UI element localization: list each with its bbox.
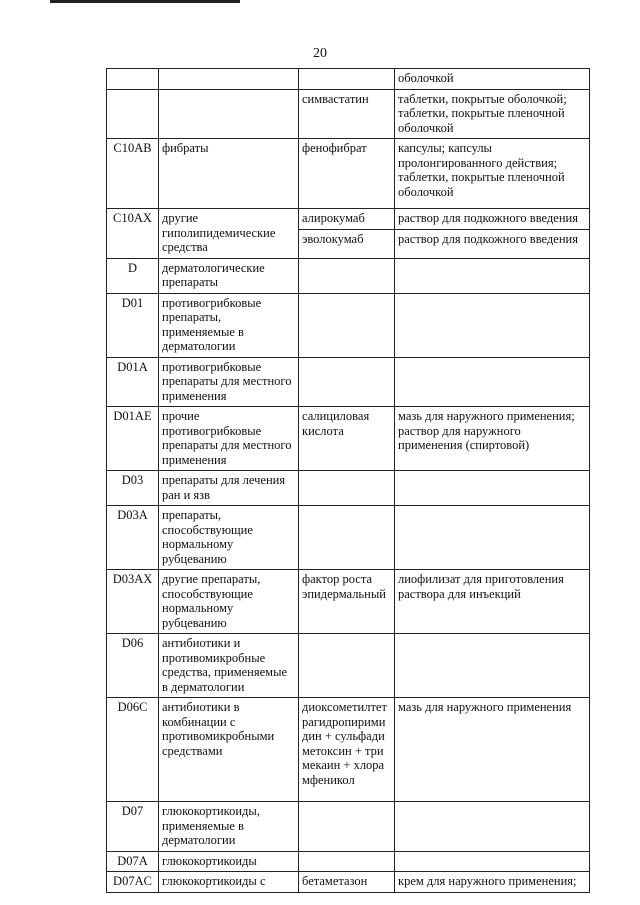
atc-code-cell: D <box>107 258 159 293</box>
dosage-form: раствор для подкожного введения <box>398 211 578 225</box>
inn-cell <box>299 89 395 139</box>
table-row <box>107 471 590 506</box>
dosage-form: капсулы; капсулы пролонгированного действия; таблетки, покрытые пленочной оболочкой <box>398 141 565 199</box>
table-row <box>107 293 590 357</box>
inn-cell <box>299 506 395 570</box>
table-row <box>107 698 590 802</box>
anatomical-group-cell: противогрибковые препараты для местного применения <box>159 357 299 407</box>
atc-code-cell: D03 <box>107 471 159 506</box>
scan-top-edge-mark <box>50 0 240 3</box>
anatomical-group-cell: противогрибковые препараты, применяемые в дерматологии <box>159 293 299 357</box>
atc-code-cell <box>107 69 159 90</box>
dosage-form: крем для наружного применения; <box>398 874 577 888</box>
inn-name: диоксометилтетрагидропиримидин + сульфадиметоксин + тримекаин + хлорамфеникол <box>302 700 387 787</box>
inn-cell <box>299 634 395 698</box>
inn-cell <box>299 471 395 506</box>
anatomical-group-cell: глюкокортикоиды с <box>159 872 299 893</box>
inn-name: алирокумаб <box>302 211 365 225</box>
inn-cell <box>299 872 395 893</box>
atc-code-cell: D07 <box>107 802 159 852</box>
dosage-form-cell <box>395 89 590 139</box>
anatomical-group-cell: антибиотики и противомикробные средства, применяемые в дерматологии <box>159 634 299 698</box>
atc-code-cell: D03AX <box>107 570 159 634</box>
atc-code-cell: D06 <box>107 634 159 698</box>
atc-code-cell: D01AE <box>107 407 159 471</box>
inn-cell <box>299 69 395 90</box>
anatomical-group-cell <box>159 89 299 139</box>
table-row <box>107 139 590 209</box>
dosage-form: мазь для наружного применения <box>398 700 572 714</box>
inn-cell <box>299 258 395 293</box>
table-row <box>107 258 590 293</box>
anatomical-group-cell: глюкокортикоиды <box>159 851 299 872</box>
anatomical-group-cell: глюкокортикоиды, применяемые в дерматологии <box>159 802 299 852</box>
inn-cell <box>299 570 395 634</box>
table-row <box>107 570 590 634</box>
dosage-form: мазь для наружного применения; раствор для наружного применения (спиртовой) <box>398 409 575 452</box>
table-row <box>107 89 590 139</box>
table-row <box>107 872 590 893</box>
inn-cell <box>299 209 395 259</box>
inn-cell <box>299 293 395 357</box>
inn-name: фенофибрат <box>302 141 367 155</box>
inn-cell <box>299 139 395 209</box>
dosage-form: таблетки, покрытые оболочкой; таблетки, покрытые пленочной оболочкой <box>398 91 567 135</box>
drug-list-table <box>106 68 590 893</box>
inn-cell <box>299 851 395 872</box>
atc-code-cell: D01 <box>107 293 159 357</box>
inn-name: симвастатин <box>302 91 369 106</box>
table-row <box>107 634 590 698</box>
dosage-form: оболочкой <box>398 71 454 85</box>
dosage-form-cell <box>395 293 590 357</box>
anatomical-group-cell: препараты, способствующие нормальному рубцеванию <box>159 506 299 570</box>
anatomical-group-cell: другие препараты, способствующие нормальному рубцеванию <box>159 570 299 634</box>
atc-code-cell: D03A <box>107 506 159 570</box>
inn-cell <box>299 802 395 852</box>
dosage-form-cell <box>395 258 590 293</box>
inn-cell <box>299 357 395 407</box>
inn-name: фактор роста эпидермальный <box>302 572 386 601</box>
atc-code-cell: C10AX <box>107 209 159 259</box>
inn-cell <box>299 698 395 802</box>
anatomical-group-cell: другие гиполипидемические средства <box>159 209 299 259</box>
dosage-form-cell <box>395 471 590 506</box>
anatomical-group-cell: фибраты <box>159 139 299 209</box>
dosage-form-cell <box>395 634 590 698</box>
dosage-form: лиофилизат для приготовления раствора для инъекций <box>398 572 564 601</box>
table-row <box>107 802 590 852</box>
dosage-form-cell <box>395 69 590 90</box>
table-row <box>107 851 590 872</box>
inn-name: эволокумаб <box>299 229 394 247</box>
dosage-form-cell <box>395 570 590 634</box>
table-row <box>107 506 590 570</box>
atc-code-cell: D07A <box>107 851 159 872</box>
anatomical-group-cell <box>159 69 299 90</box>
inn-name: бетаметазон <box>302 874 368 888</box>
inn-name: салициловая кислота <box>302 409 370 438</box>
anatomical-group-cell: прочие противогрибковые препараты для местного применения <box>159 407 299 471</box>
table-row <box>107 407 590 471</box>
dosage-form-cell <box>395 802 590 852</box>
dosage-form-cell <box>395 357 590 407</box>
atc-code-cell: D01A <box>107 357 159 407</box>
dosage-form-cell <box>395 506 590 570</box>
dosage-form: раствор для подкожного введения <box>395 229 589 247</box>
dosage-form-cell <box>395 851 590 872</box>
atc-code-cell: D07AC <box>107 872 159 893</box>
dosage-form-cell <box>395 139 590 209</box>
anatomical-group-cell: антибиотики в комбинации с противомикробными средствами <box>159 698 299 802</box>
anatomical-group-cell: препараты для лечения ран и язв <box>159 471 299 506</box>
table-row <box>107 69 590 90</box>
dosage-form-cell <box>395 872 590 893</box>
page-number: 20 <box>313 46 327 61</box>
atc-code-cell <box>107 89 159 139</box>
drug-list-table-body <box>107 69 590 893</box>
dosage-form-cell <box>395 698 590 802</box>
table-row <box>107 357 590 407</box>
inn-cell <box>299 407 395 471</box>
atc-code-cell: D06C <box>107 698 159 802</box>
dosage-form-cell <box>395 407 590 471</box>
table-row <box>107 209 590 259</box>
anatomical-group-cell: дерматологические препараты <box>159 258 299 293</box>
dosage-form-cell <box>395 209 590 259</box>
atc-code-cell: C10AB <box>107 139 159 209</box>
